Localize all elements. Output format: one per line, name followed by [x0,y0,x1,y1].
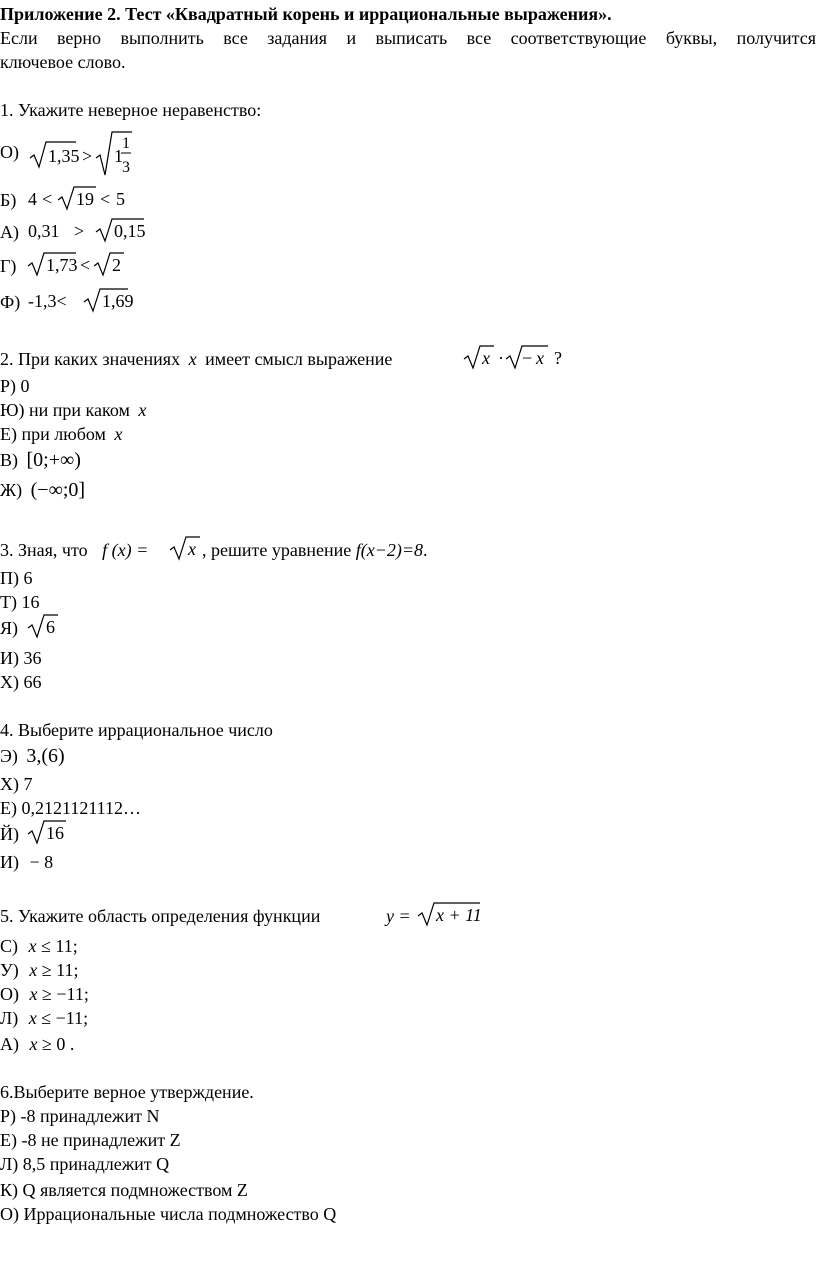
q1-g-formula [26,250,136,280]
svg-text:16: 16 [46,823,64,843]
q5-option-s: С) x ≤ 11; [0,936,78,956]
document-title: Приложение 2. Тест «Квадратный корень и иррациональные выражения». [0,4,612,24]
numerator: 1 [122,135,130,152]
q5-radical [416,900,486,930]
q6-option-r: Р) -8 принадлежит N [0,1106,160,1126]
svg-text:1,69: 1,69 [102,291,134,311]
q6-option-e: Е) -8 не принадлежит Z [0,1130,181,1150]
svg-text:x + 11: x + 11 [436,905,482,925]
svg-text:0,31: 0,31 [28,221,60,241]
svg-text:5: 5 [116,189,125,209]
svg-text:x: x [188,539,196,559]
q2-question: 2. При каких значениях x имеет смысл выражение x · − x ? [0,347,392,373]
q4-option-kh: Х) 7 [0,774,33,794]
q2-option-v: В) [0;+∞) [0,449,81,471]
q4-question: 4. Выберите иррациональное число [0,720,273,740]
q1-a-formula [26,216,156,246]
radicand: 1,35 [48,146,80,166]
option-label: О) [0,142,19,162]
svg-text:6: 6 [46,617,55,637]
q4-y-radical [26,818,76,848]
denominator: 3 [122,159,130,176]
q3-option-ya: Я) 6 [0,616,18,642]
svg-text:−: − [522,348,533,368]
option-label: Г) [0,256,17,276]
q3-option-p: П) 6 [0,568,33,588]
svg-text:x: x [536,348,544,368]
svg-text:-1,3<: -1,3< [28,291,67,311]
q1-o-formula [28,130,138,180]
q2-expression [462,343,572,373]
q5-option-l: Л) x ≤ −11; [0,1008,89,1028]
svg-text:<: < [42,189,53,209]
svg-text:19: 19 [76,189,94,209]
svg-text:4: 4 [28,189,37,209]
q3-ya-radical [26,612,66,642]
q2-option-r: Р) 0 [0,376,30,396]
option-label: Б) [0,190,17,210]
q6-option-o: О) Иррациональные числа подмножество Q [0,1204,337,1224]
q6-option-k: К) Q является подмножеством Z [0,1180,248,1200]
q6-question: 6.Выберите верное утверждение. [0,1082,254,1102]
svg-text:<: < [100,189,111,209]
q1-f-formula [26,286,136,316]
svg-text:>: > [74,221,85,241]
q5-option-a: А) x ≥ 0 . [0,1034,75,1054]
q1-question: 1. Укажите неверное неравенство: [0,100,262,120]
q5-option-o: О) x ≥ −11; [0,984,89,1004]
q1-b-formula [26,184,136,214]
option-label: Ф) [0,292,21,312]
q3-option-t: Т) 16 [0,592,40,612]
svg-text:1,73: 1,73 [46,255,78,275]
q4-option-ye: Е) 0,2121121112… [0,798,141,818]
intro-text-line2: ключевое слово. [0,52,126,72]
q3-question-end: , решите уравнение f(x−2)=8. [202,540,428,560]
svg-text:x: x [482,348,490,368]
svg-text:0,15: 0,15 [114,221,146,241]
svg-text:·: · [498,348,504,368]
q4-option-y: Й) 16 [0,822,19,848]
intro-text-line1: Если верно выполнить все задания и выписать все соответствующие буквы, получится [0,28,816,48]
q3-question: 3. Зная, что f (x) = x , решите уравнение f(x−2)=8. [0,538,148,564]
whole-part: 1 [114,146,123,166]
q3-option-i: И) 36 [0,648,42,668]
operator: > [82,146,93,166]
q3-option-kh: Х) 66 [0,672,42,692]
q4-option-e: Э) 3,(6) [0,745,65,767]
q2-option-yu: Ю) ни при каком x [0,400,147,420]
option-label: А) [0,222,19,242]
svg-text:<: < [80,255,91,275]
q4-option-i: И) − 8 [0,852,54,872]
q3-radical [168,534,204,564]
q5-question: 5. Укажите область определения функции y = x + 11 [0,904,320,930]
svg-text:?: ? [554,348,562,368]
q5-option-u: У) x ≥ 11; [0,960,79,980]
svg-text:2: 2 [112,255,121,275]
q6-option-l: Л) 8,5 принадлежит Q [0,1154,170,1174]
q2-option-e: Е) при любом x [0,424,123,444]
q2-option-zh: Ж) (−∞;0] [0,479,86,501]
